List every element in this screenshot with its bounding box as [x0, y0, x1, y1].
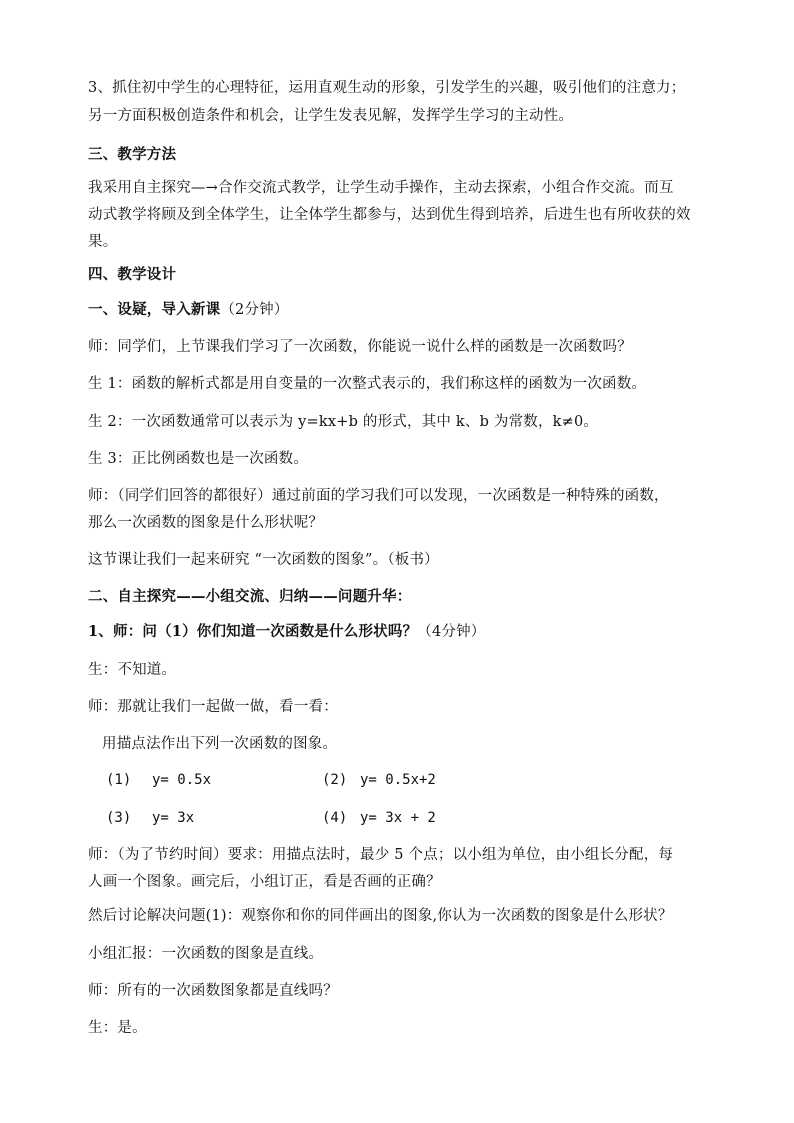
question-1-time: （4分钟） [417, 624, 486, 640]
teacher-line-5b: 人画一个图象。画完后，小组订正，看是否画的正确？ [88, 874, 441, 890]
part1-heading-time: （2分钟） [220, 302, 289, 318]
part1-heading [88, 300, 289, 320]
student-line-2: 生 2：一次函数通常可以表示为 y=kx+b 的形式，其中 k、b 为常数，k≠0。 [88, 414, 599, 430]
teacher-line-2b: 那么一次函数的图象是什么形状呢？ [88, 515, 324, 531]
student-line-3: 生 3：正比例函数也是一次函数。 [88, 451, 309, 467]
task-line: 用描点法作出下列一次函数的图象。 [102, 736, 338, 752]
teacher-line-2a: 师：（同学们回答的都很好）通过前面的学习我们可以发现，一次函数是一种特殊的函数， [88, 488, 669, 504]
methods-line-2: 动式教学将顾及到全体学生，让全体学生都参与，达到优生得到培养，后进生也有所收获的效 [88, 207, 691, 223]
intro-line-2: 另一方面积极创造条件和机会，让学生发表见解，发挥学生学习的主动性。 [88, 108, 574, 124]
formula-4-number: (4) [322, 810, 348, 826]
formula-1-number: (1) [106, 772, 132, 788]
formula-3-expression: y= 3x [152, 810, 195, 826]
student-line-1: 生 1：函数的解析式都是用自变量的一次整式表示的，我们称这样的函数为一次函数。 [88, 376, 647, 392]
teacher-line-1: 师：同学们，上节课我们学习了一次函数，你能说一说什么样的函数是一次函数吗？ [88, 339, 632, 355]
section-heading-methods: 三、教学方法 [88, 146, 177, 163]
part1-heading-text: 一、设疑，导入新课 [88, 301, 221, 318]
methods-line-3: 果。 [88, 234, 118, 250]
teacher-line-7: 师：所有的一次函数图象都是直线吗？ [88, 983, 338, 999]
formula-1-expression: y= 0.5x [152, 772, 212, 788]
formula-2-number: (2) [322, 772, 348, 788]
student-line-6: 生：是。 [88, 1020, 147, 1036]
teacher-line-4: 师：那就让我们一起做一做，看一看： [88, 699, 338, 715]
student-line-4: 生：不知道。 [88, 662, 177, 678]
formula-2-expression: y= 0.5x+2 [360, 772, 436, 788]
board-title-line: 这节课让我们一起来研究 “一次函数的图象”。（板书） [88, 552, 439, 568]
discussion-line: 然后讨论解决问题(1)：观察你和你的同伴画出的图象,你认为一次函数的图象是什么形状？ [88, 908, 673, 924]
part2-heading: 二、自主探究——小组交流、归纳——问题升华： [88, 588, 412, 605]
section-heading-design: 四、教学设计 [88, 266, 177, 283]
teacher-line-5a: 师：（为了节约时间）要求：用描点法时，最少 5 个点；以小组为单位，由小组长分配，每 [88, 847, 674, 863]
question-1-line [88, 622, 486, 642]
group-report-line: 小组汇报：一次函数的图象是直线。 [88, 946, 324, 962]
methods-line-1: 我采用自主探究—→合作交流式教学，让学生动手操作，主动去探索，小组合作交流。而互 [88, 180, 674, 196]
formula-3-number: (3) [106, 810, 132, 826]
formula-4-expression: y= 3x + 2 [360, 810, 436, 826]
intro-line-1: 3、抓住初中学生的心理特征，运用直观生动的形象，引发学生的兴趣，吸引他们的注意力； [88, 80, 686, 96]
question-1-text: 1、师：问（1）你们知道一次函数是什么形状吗？ [88, 623, 418, 640]
